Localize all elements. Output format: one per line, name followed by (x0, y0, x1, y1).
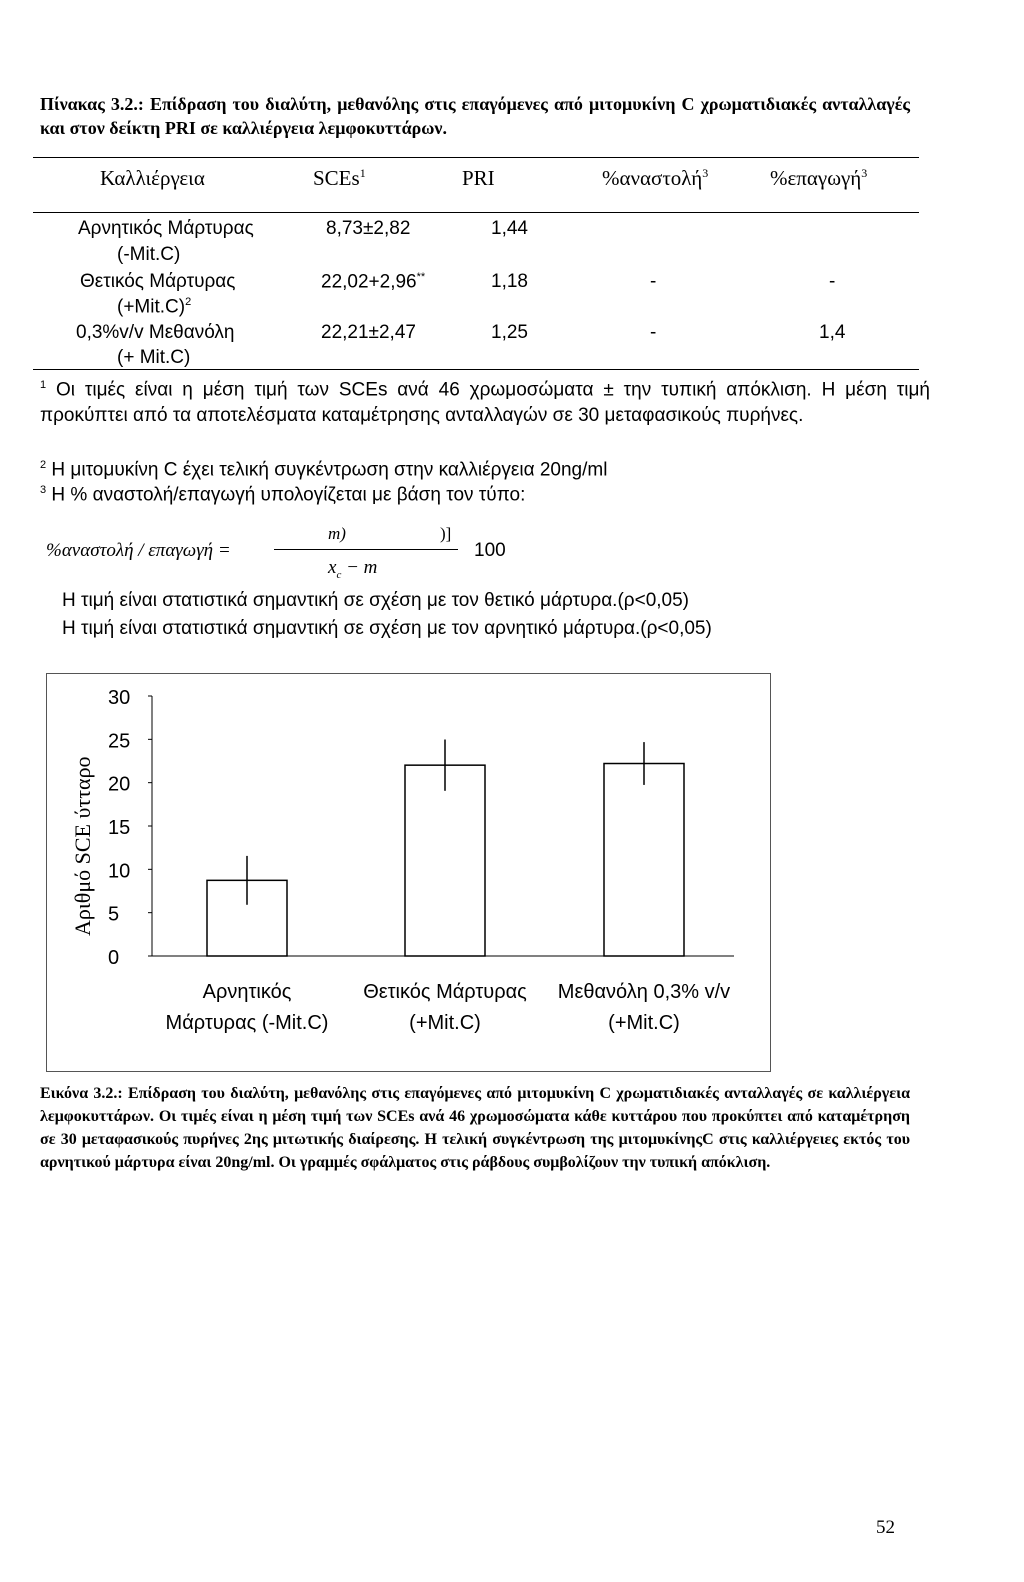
header-culture: Καλλιέργεια (100, 166, 205, 190)
table-top-rule (33, 157, 919, 158)
y-tick-label: 30 (108, 687, 131, 709)
row3-inhibition: - (650, 322, 657, 343)
x-category-label: Μεθανόλη 0,3% v/v (557, 981, 731, 1003)
bar (604, 764, 684, 956)
row2-inhibition: - (650, 271, 657, 292)
x-category-label: (+Mit.C) (608, 1012, 680, 1034)
row3-culture-line1: 0,3%v/v Μεθανόλη (76, 322, 235, 343)
row1-sces: 8,73±2,82 (326, 218, 411, 239)
row2-pri: 1,18 (491, 271, 528, 292)
note-2: $^2$ Η μιτομυκίνη C έχει τελική συγκέντρωση στην καλλιέργεια 20ng/ml (40, 459, 608, 481)
row2-induction: - (829, 271, 836, 292)
row3-sces: 22,21±2,47 (321, 322, 416, 343)
y-tick-label: 10 (108, 860, 131, 883)
note-3: $^3$ Η % αναστολή/επαγωγή υπολογίζεται με βάση τον τύπο: (40, 484, 526, 506)
y-tick-label: 5 (108, 903, 120, 926)
figure-caption (40, 1082, 910, 1174)
formula-denominator: $x_c - m$ (328, 557, 378, 581)
row3-culture-line2: (+ Mit.C) (117, 347, 191, 368)
fraction-bar (274, 549, 458, 550)
note-1: $^1$ Οι τιμές είναι η μέση τιμή των SCEs ανά 46 χρωμοσώματα ± την τυπική απόκλιση. Η μέση τιμή προκύπτει από τα αποτελέσματα καταμέτρησης ανταλλαγών σε 30 μεταφασικούς πυρήνες. (40, 379, 930, 427)
page-number: 52 (876, 1517, 895, 1538)
y-tick-label: 0 (108, 947, 120, 969)
x-category-label: (+Mit.C) (409, 1012, 481, 1034)
table-caption (40, 92, 910, 140)
y-tick-label: 15 (108, 817, 131, 839)
row2-culture-line1: Θετικός Μάρτυρας (80, 271, 236, 292)
y-tick-label: 25 (108, 730, 131, 753)
x-category-label: Αρνητικός (202, 981, 292, 1003)
sce-bar-chart (46, 673, 769, 1070)
x-category-label: Μάρτυρας (-Mit.C) (165, 1012, 329, 1034)
formula-factor: 100 (474, 540, 506, 561)
header-rule (33, 212, 919, 213)
formula-numerator-b: )] (440, 524, 452, 543)
row1-pri: 1,44 (491, 218, 528, 239)
table-caption-text: Επίδραση του διαλύτη, μεθανόλης στις επαγόμενες από μιτομυκίνη C χρωματιδιακές ανταλλαγές και στον δείκτη PRI σε καλλιέργεια λεμφοκυττάρων. (40, 94, 910, 138)
row1-culture-line2: (-Mit.C) (117, 244, 181, 265)
x-category-label: Θετικός Μάρτυρας (363, 981, 527, 1003)
row3-induction: 1,4 (819, 322, 846, 343)
significance-negative: Η τιμή είναι στατιστικά σημαντική σε σχέση με τον αρνητικό μάρτυρα.(ρ<0,05) (62, 618, 712, 639)
bar (405, 765, 485, 956)
formula-numerator-a: m) (328, 524, 346, 543)
row3-pri: 1,25 (491, 322, 528, 343)
header-induction: %επαγωγή$^3$ (770, 166, 868, 190)
y-tick-label: 20 (108, 773, 131, 796)
figure-caption-label: Εικόνα 3.2.: (40, 1085, 123, 1102)
header-sces: SCEs$^1$ (313, 166, 366, 190)
header-inhibition: %αναστολή$^3$ (602, 166, 709, 190)
row2-sces: 22,02+2,96** (321, 271, 426, 293)
figure-caption-text: Επίδραση του διαλύτη, μεθανόλης στις επαγόμενες από μιτομυκίνη C χρωματιδιακές ανταλλαγές σε καλλιέργεια λεμφοκυττάρων. Οι τιμές είναι η μέση τιμή των SCEs ανά 46 χρωμοσώματα κάθε κυττάρου που προκύπτει από καταμέτρηση σε 30 μεταφασικούς πυρήνες 2ης μιτωτικής διαίρεσης. Η τελική συγκέντρωση της μιτομυκίνηςC στις καλλιέργειες εκτός του αρνητικού μάρτυρα είναι 20ng/ml. Οι γραμμές σφάλματος στις ράβδους συμβολίζουν την τυπική απόκλιση. (40, 1085, 911, 1171)
y-axis-label: Αριθμό SCE ύτταρο (70, 756, 95, 936)
row2-culture-line2: $(+Mit.C)^2$ (117, 296, 192, 318)
significance-positive: Η τιμή είναι στατιστικά σημαντική σε σχέση με τον θετικό μάρτυρα.(ρ<0,05) (62, 590, 689, 611)
table-caption-label: Πίνακας 3.2.: (40, 94, 144, 114)
header-pri: PRI (462, 166, 495, 190)
row1-culture-line1: Αρνητικός Μάρτυρας (78, 218, 254, 239)
table-bottom-rule (33, 369, 919, 370)
formula-lhs: %αναστολή / επαγωγή = (46, 540, 231, 561)
